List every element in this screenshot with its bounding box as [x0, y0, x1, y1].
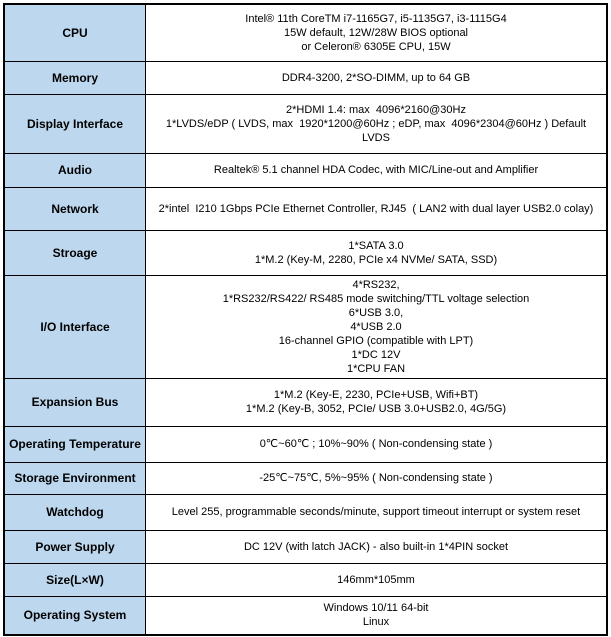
- table-row-memory: [4, 61, 607, 94]
- row-value-io-interface: [146, 275, 608, 378]
- value-line: -25℃~75℃, 5%~95% ( Non-condensing state ): [259, 472, 493, 484]
- row-label-watchdog: Watchdog: [4, 494, 146, 530]
- row-value-network: [146, 187, 608, 230]
- row-label-operating-system: Operating System: [4, 596, 146, 635]
- row-value-operating-temperature: [146, 426, 608, 462]
- table-row-operating-temperature: [4, 426, 607, 462]
- table-row-storage: [4, 230, 607, 275]
- row-value-audio: [146, 153, 608, 187]
- row-value-operating-system: [146, 596, 608, 635]
- value-line: 1*M.2 (Key-B, 3052, PCIe/ USB 3.0+USB2.0, 4G/5G): [245, 403, 507, 415]
- value-line: 6*USB 3.0,: [348, 306, 404, 319]
- table-row-display-interface: [4, 94, 607, 153]
- row-label-memory: Memory: [4, 61, 146, 94]
- value-line: Linux: [362, 616, 390, 629]
- table-row-expansion-bus: [4, 378, 607, 426]
- value-line: 1*M.2 (Key-E, 2230, PCIe+USB, Wifi+BT): [273, 389, 479, 401]
- value-line: Realtek® 5.1 channel HDA Codec, with MIC/Line-out and Amplifier: [213, 164, 539, 176]
- row-label-audio: Audio: [4, 153, 146, 187]
- table-row-network: [4, 187, 607, 230]
- row-value-expansion-bus: [146, 378, 608, 426]
- value-line: DC 12V (with latch JACK) - also built-in 1*4PIN socket: [243, 540, 509, 553]
- table-row-size: [4, 563, 607, 596]
- value-line: 146mm*105mm: [337, 573, 415, 586]
- value-line: Windows 10/11 64-bit: [323, 602, 429, 615]
- row-value-power-supply: [146, 530, 608, 563]
- row-value-display-interface: [146, 94, 608, 153]
- row-value-storage: [146, 230, 608, 275]
- spec-table: [3, 3, 608, 636]
- row-label-io-interface: I/O Interface: [4, 275, 146, 378]
- value-line: LVDS: [362, 131, 390, 144]
- row-label-storage: Stroage: [4, 230, 146, 275]
- table-row-audio: [4, 153, 607, 187]
- row-value-watchdog: [146, 494, 608, 530]
- row-value-storage-environment: [146, 462, 608, 494]
- table-row-watchdog: [4, 494, 607, 530]
- table-row-power-supply: [4, 530, 607, 563]
- value-line: 0℃~60℃ ; 10%~90% ( Non-condensing state ): [259, 438, 493, 450]
- row-label-cpu: CPU: [4, 4, 146, 61]
- table-row-storage-environment: [4, 462, 607, 494]
- value-line: 1*LVDS/eDP ( LVDS, max 1920*1200@60Hz ; eDP, max 4096*2304@60Hz ) Default: [165, 117, 587, 130]
- row-label-size: Size(L×W): [4, 563, 146, 596]
- row-label-operating-temperature: Operating Temperature: [4, 426, 146, 462]
- value-line: 1*M.2 (Key-M, 2280, PCIe x4 NVMe/ SATA, SSD): [254, 253, 498, 266]
- value-line: Level 255, programmable seconds/minute, support timeout interrupt or system reset: [171, 506, 581, 518]
- value-line: 1*DC 12V: [351, 348, 401, 361]
- value-line: 4*USB 2.0: [350, 320, 402, 333]
- row-value-size: [146, 563, 608, 596]
- row-label-power-supply: Power Supply: [4, 530, 146, 563]
- table-row-io-interface: [4, 275, 607, 378]
- table-row-cpu: [4, 4, 607, 61]
- value-line: or Celeron® 6305E CPU, 15W: [301, 40, 451, 53]
- value-line: 2*HDMI 1.4: max 4096*2160@30Hz: [286, 103, 466, 116]
- value-line: 16-channel GPIO (compatible with LPT): [278, 334, 474, 347]
- value-line: Intel® 11th CoreTM i7-1165G7, i5-1135G7, i3-1115G4: [245, 12, 507, 25]
- table-row-operating-system: [4, 596, 607, 635]
- row-value-cpu: [146, 4, 608, 61]
- row-label-display-interface: Display Interface: [4, 94, 146, 153]
- value-line: 1*RS232/RS422/ RS485 mode switching/TTL voltage selection: [222, 292, 530, 305]
- value-line: 4*RS232,: [352, 278, 400, 291]
- value-line: 1*CPU FAN: [346, 362, 406, 375]
- row-value-memory: [146, 61, 608, 94]
- row-label-network: Network: [4, 187, 146, 230]
- value-line: 2*intel I210 1Gbps PCIe Ethernet Controller, RJ45 ( LAN2 with dual layer USB2.0 colay): [158, 202, 594, 215]
- row-label-expansion-bus: Expansion Bus: [4, 378, 146, 426]
- row-label-storage-environment: Storage Environment: [4, 462, 146, 494]
- value-line: 15W default, 12W/28W BIOS optional: [283, 26, 469, 39]
- value-line: 1*SATA 3.0: [348, 239, 404, 252]
- value-line: DDR4-3200, 2*SO-DIMM, up to 64 GB: [281, 71, 471, 84]
